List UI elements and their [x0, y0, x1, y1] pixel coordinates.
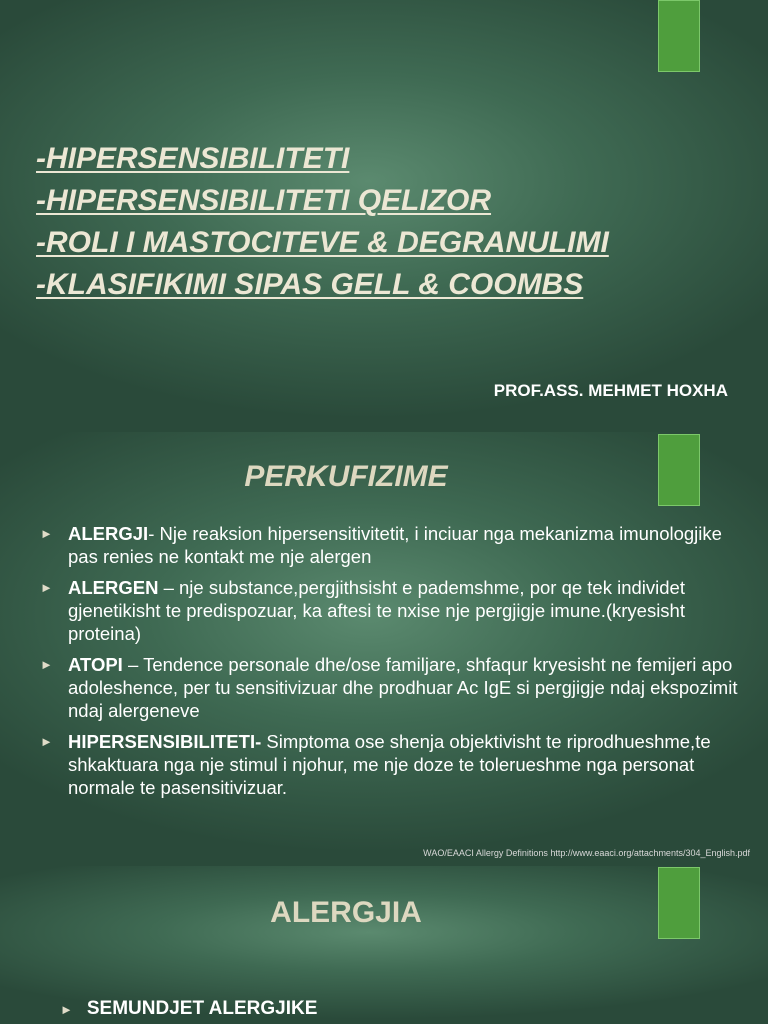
title-block: [36, 138, 609, 306]
definition-text: – Tendence personale dhe/ose familjare, shfaqur kryesisht ne femijeri apo adoleshence, per tu sensitivizuar dhe prodhuar Ac IgE si pergjigje ndaj ekspozimit ndaj alergeneve: [68, 654, 738, 721]
slide-heading: PERKUFIZIME: [244, 460, 448, 493]
slide-allergy: [0, 866, 768, 1024]
list-item: [40, 653, 740, 722]
list-item: [40, 576, 740, 645]
list-item: [40, 730, 740, 799]
slide-heading: ALERGJIA: [270, 896, 422, 929]
definition-text: – nje substance,pergjithsisht e pademshme, por qe tek individet gjenetikisht te predispozuar, ka aftesi te nxise nje pergjigje imune.(kryesisht proteina): [68, 577, 685, 644]
definition-term: ALERGJI: [68, 523, 149, 544]
bullet-arrow-icon: ►: [40, 526, 53, 541]
list-item: [60, 998, 317, 1020]
bullet-arrow-icon: ►: [40, 580, 53, 595]
bullet-arrow-icon: ►: [40, 657, 53, 672]
definition-term: HIPERSENSIBILITETI-: [68, 731, 262, 752]
title-line: -HIPERSENSIBILITETI: [36, 142, 350, 175]
definition-text: - Nje reaksion hipersensitivitetit, i inciuar nga mekanizma imunologjike pas renies ne kontakt me nje alergen: [68, 523, 722, 567]
slide-title: [0, 0, 768, 432]
slide-definitions: [0, 432, 768, 866]
definition-list: [40, 522, 740, 807]
definition-term: ATOPI: [68, 654, 123, 675]
bullet-arrow-icon: ►: [60, 1002, 73, 1017]
title-line: -HIPERSENSIBILITETI QELIZOR: [36, 184, 492, 217]
definition-term: ALERGEN: [68, 577, 159, 598]
reference-link[interactable]: WAO/EAACI Allergy Definitions http://www.eaaci.org/attachments/304_English.pdf: [423, 848, 750, 858]
title-line: -ROLI I MASTOCITEVE & DEGRANULIMI: [36, 226, 609, 259]
bullet-arrow-icon: ►: [40, 734, 53, 749]
accent-bar: [658, 0, 700, 72]
title-line: -KLASIFIKIMI SIPAS GELL & COOMBS: [36, 268, 584, 301]
definition-text: Simptoma ose shenja objektivisht te riprodhueshme,te shkaktuara nga nje stimul i njohur, me nje doze te tolerueshme nga personat normale te pasensitivizuar.: [68, 731, 711, 798]
list-item-label: SEMUNDJET ALERGJIKE: [86, 998, 318, 1019]
list-item: [40, 522, 740, 568]
author-name: PROF.ASS. MEHMET HOXHA: [493, 381, 728, 400]
